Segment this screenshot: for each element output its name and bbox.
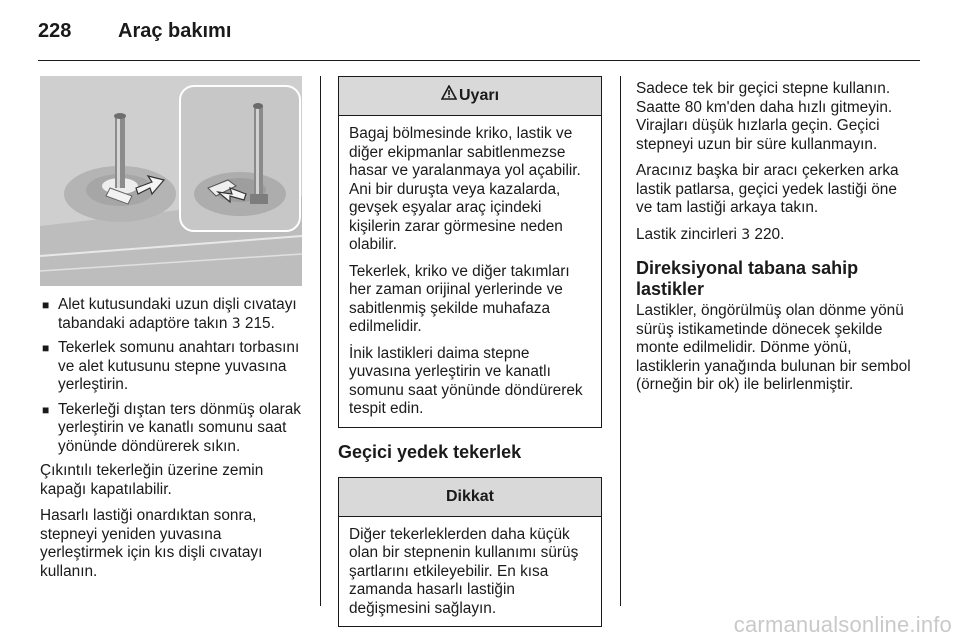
reference-arrow-icon: 3 [741,226,751,243]
watermark: carmanualsonline.info [733,612,952,637]
list-item [40,296,304,333]
reference-arrow-icon: 3 [231,315,241,332]
illustration-svg [40,76,302,286]
warning-triangle-icon [441,77,457,115]
spare-wheel-jack-illustration [40,76,302,286]
warning-box-header [339,77,601,116]
warning-title: Uyarı [458,87,500,105]
right-column [636,80,916,403]
page-number: 228 [38,20,72,42]
column-divider-left [320,76,321,606]
bullet-text: Tekerleği dıştan ters dönmüş olarak yerleştirin ve kanatlı somunu saat yönünde döndürerek sıkın. [58,400,301,455]
bullet-text: Tekerlek somunu anahtarı torbasını ve alet kutusunu stepne yuvasına yerleştirin. [58,339,300,393]
paragraph: Diğer tekerleklerden daha küçük olan bir stepnenin kullanımı sürüş şartlarını etkileyebilir. En kısa zamanda hasarlı lastiğin değişmesini sağlayın. [349,525,579,617]
paragraph: Bagaj bölmesinde kriko, lastik ve diğer ekipmanlar sabitlenmezse hasar ve yaralanmaya yol açabilir. Ani bir duruşta veya kazalarda, gevşek eşyalar araç içindeki kişilerin zarar görmesine neden olabilir. [349,125,581,253]
bullet-text: Alet kutusundaki uzun dişli cıvatayı tabandaki adaptöre takın [58,296,297,332]
section-heading: Direksiyonal tabana sahip lastikler [636,258,859,299]
page-reference: 215. [240,314,275,332]
page-reference: 220. [750,225,785,243]
warning-box-body [339,116,601,427]
list-item [40,401,304,457]
bullet-icon: ■ [42,298,50,312]
page-header [38,18,918,48]
list-item [40,339,304,395]
middle-column [338,76,602,627]
reference-text: Lastik zincirleri [636,225,742,243]
paragraph: Sadece tek bir geçici stepne kullanın. Saatte 80 km'den daha hızlı gitmeyin. Virajları düşük hızlarla geçin. Geçici stepneyi uzun bir süre kullanmayın. [636,80,893,153]
section-heading: Geçici yedek tekerlek [338,441,522,462]
page-title: Araç bakımı [118,20,232,42]
warning-box [338,76,602,428]
bullet-icon: ■ [42,341,50,355]
notice-box-header: Dikkat [339,478,601,517]
notice-box [338,477,602,628]
header-rule [38,60,920,61]
chains-reference [636,226,916,245]
bullet-icon: ■ [42,402,50,417]
paragraph: Çıkıntılı tekerleğin üzerine zemin kapağı kapatılabilir. [40,462,264,498]
paragraph: İnik lastikleri daima stepne yuvasına yerleştirin ve kanatlı somunu saat yönünde döndürerek tespit edin. [349,344,583,417]
paragraph: Lastikler, öngörülmüş olan dönme yönü sürüş istikametinde dönecek şekilde monte edilmelidir. Dönme yönü, lastiklerin yanağında bulunan bir sembol (örneğin bir ok) ile belirlenmiştir. [636,302,911,393]
instruction-list [40,296,304,456]
paragraph: Hasarlı lastiği onardıktan sonra, stepneyi yeniden yuvasına yerleştirmek için kıs dişli cıvatayı kullanın. [40,507,263,580]
paragraph: Aracınız başka bir aracı çekerken arka lastik patlarsa, geçici yedek lastiği öne ve tam lastiği arkaya takın. [636,162,899,216]
paragraph: Tekerlek, kriko ve diğer takımları her zaman orijinal yerlerinde ve sabitlenmiş şekilde muhafaza edilmelidir. [349,262,570,335]
column-divider-right [620,76,621,606]
notice-box-body [339,517,601,627]
left-column [40,76,304,589]
